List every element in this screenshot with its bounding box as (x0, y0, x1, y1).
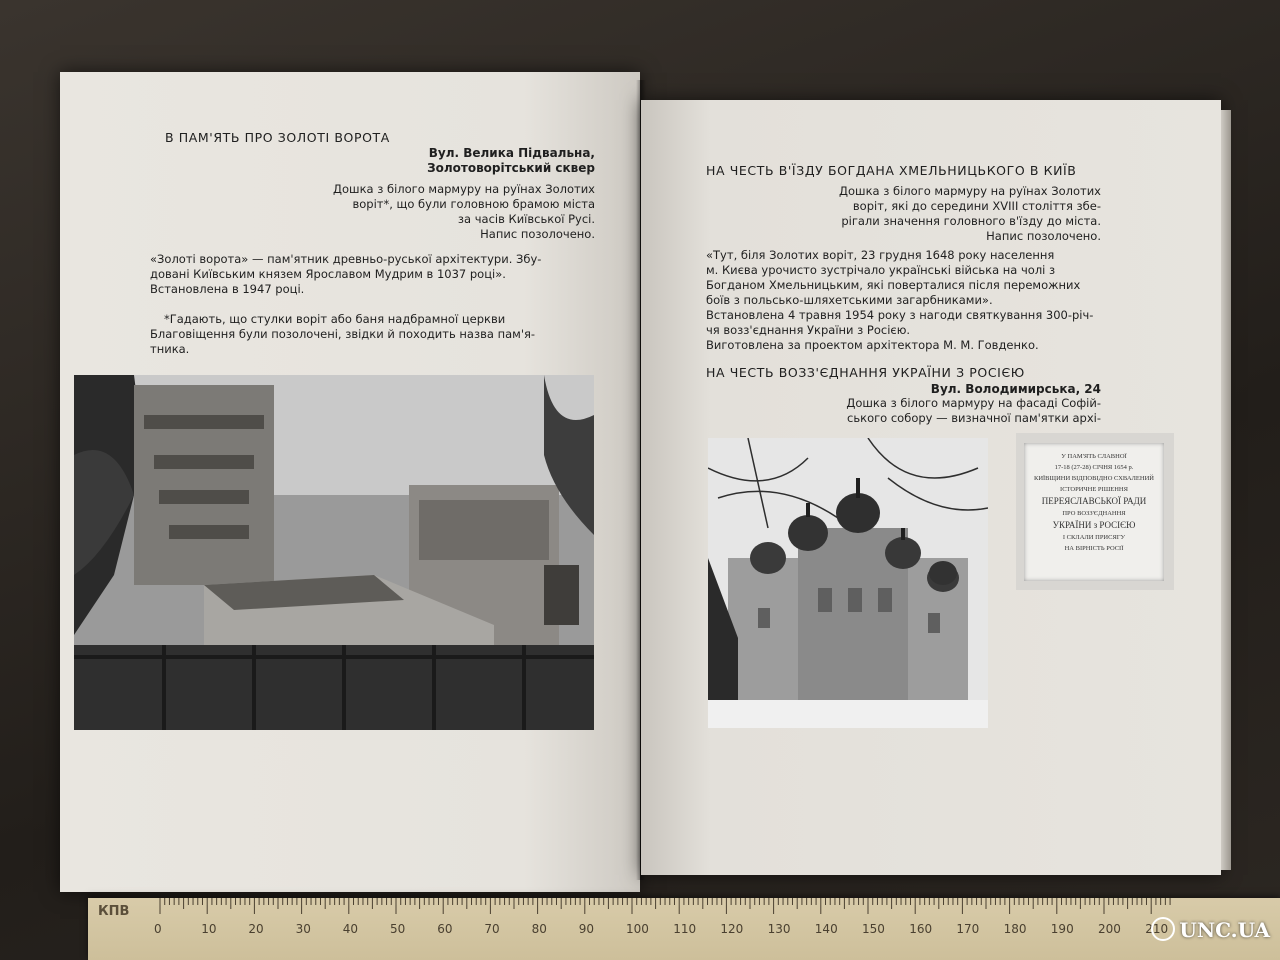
ruler-tick-label: 0 (154, 922, 162, 936)
right-inscription-1-line: Богданом Хмельницьким, які поверталися після переможних (706, 278, 1081, 292)
right-inscription-1 (706, 248, 1176, 353)
left-footnote-line: тника. (150, 342, 190, 356)
right-intro-2 (781, 396, 1101, 426)
ruler-tick-label: 120 (720, 922, 744, 936)
watermark-logo-icon (1151, 917, 1175, 941)
left-footnote-line: *Гадають, що стулки воріт або баня надбрамної церкви (164, 312, 506, 326)
left-footnote (150, 312, 600, 357)
ruler-tick-label: 100 (626, 922, 649, 936)
ruler-tick-label: 30 (295, 922, 311, 936)
right-intro-1-line: рігали значення головного в'їзду до міста. (841, 214, 1101, 228)
ruler-tick-label: 180 (1003, 922, 1027, 936)
right-intro-1-line: Дошка з білого мармуру на руїнах Золотих (839, 184, 1101, 198)
left-address (340, 146, 595, 176)
left-inscription-line: «Золоті ворота» — пам'ятник древньо-руської архітектури. Збу- (150, 252, 542, 266)
plaque-line: 17-18 (27-28) СІЧНЯ 1654 р. (1054, 464, 1134, 471)
ruler-tick-label: 190 (1050, 922, 1074, 936)
left-intro-line: воріт*, що були головною брамою міста (352, 197, 595, 211)
right-inscription-1-line: Виготовлена за проектом архітектора М. М. Говденко. (706, 338, 1039, 352)
plaque-line: ІСТОРИЧНЕ РІШЕННЯ (1060, 486, 1128, 493)
right-intro-1-line: воріт, які до середини XVIII століття збе- (852, 199, 1101, 213)
left-inscription-line: Встановлена в 1947 році. (150, 282, 305, 296)
ruler-tick-label: 200 (1098, 922, 1121, 936)
left-inscription-line: довані Київським князем Ярославом Мудрим в 1037 році». (150, 267, 506, 281)
plaque-line: У ПАМ'ЯТЬ СЛАВНОЇ (1061, 453, 1127, 460)
plaque-line: УКРАЇНИ з РОСІЄЮ (1052, 520, 1136, 530)
plaque-line: НА ВІРНІСТЬ РОСІЇ (1064, 545, 1124, 552)
ruler-tick-label: 70 (484, 922, 500, 936)
ruler-tick-label: 150 (862, 922, 885, 936)
left-address-line: Золотоворітський сквер (427, 161, 595, 175)
right-inscription-1-line: «Тут, біля Золотих воріт, 23 грудня 1648 року населення (706, 248, 1055, 262)
plaque-line: ПЕРЕЯСЛАВСЬКОЇ РАДИ (1041, 496, 1147, 506)
plaque-line: І СКЛАЛИ ПРИСЯГУ (1062, 534, 1126, 541)
right-inscription-1-line: чя возз'єднання України з Росією. (706, 323, 911, 337)
watermark-text: UNC.UA (1179, 918, 1270, 942)
right-inscription-1-line: Встановлена 4 травня 1954 року з нагоди святкування 300-річ- (706, 308, 1094, 322)
left-heading: В ПАМ'ЯТЬ ПРО ЗОЛОТІ ВОРОТА (165, 130, 390, 145)
ruler-tick-label: 160 (909, 922, 933, 936)
right-heading-2: НА ЧЕСТЬ ВОЗЗ'ЄДНАННЯ УКРАЇНИ З РОСІЄЮ (706, 365, 1025, 380)
plaque-photo (1016, 433, 1174, 590)
watermark (1151, 917, 1270, 942)
left-intro (285, 182, 595, 242)
marble-plaque (1024, 443, 1164, 581)
right-page (641, 100, 1221, 875)
left-address-line: Вул. Велика Підвальна, (428, 146, 595, 160)
ruler-tick-label: 50 (390, 922, 406, 936)
right-intro-2-line: Дошка з білого мармуру на фасаді Софій- (846, 396, 1101, 410)
right-intro-1-line: Напис позолочено. (986, 229, 1101, 243)
ruler-tick-label: 80 (531, 922, 547, 936)
ruler-tick-label: 130 (767, 922, 791, 936)
right-intro-2-line: ського собору — визначної пам'ятки архі- (847, 411, 1101, 425)
ruler-tick-label: 10 (201, 922, 217, 936)
wooden-ruler (88, 898, 1280, 960)
right-intro-1 (801, 184, 1101, 244)
ruler-tick-label: 170 (956, 922, 980, 936)
plaque-line: КИЇВЩИНИ ВІДПОВІДНО СХВАЛЕНИЙ (1033, 475, 1154, 482)
page-stack-edge (1221, 110, 1231, 870)
ruler-tick-label: 210 (1145, 922, 1169, 936)
ruler-tick-label: 60 (437, 922, 453, 936)
left-inscription (150, 252, 600, 297)
ruler-brand: КПВ (98, 904, 130, 919)
right-address-2: Вул. Володимирська, 24 (930, 382, 1101, 396)
plaque-line: ПРО ВОЗЗ'ЄДНАННЯ (1062, 510, 1126, 517)
ruler-tick-label: 110 (673, 922, 697, 936)
right-inscription-1-line: м. Києва урочисто зустрічало українські війська на чолі з (706, 263, 1056, 277)
left-intro-line: Дошка з білого мармуру на руїнах Золотих (333, 182, 595, 196)
left-footnote-line: Благовіщення були позолочені, звідки й походить назва пам'я- (150, 327, 536, 341)
right-heading-1: НА ЧЕСТЬ В'ЇЗДУ БОГДАНА ХМЕЛЬНИЦЬКОГО В КИЇВ (706, 163, 1077, 178)
ruler-tick-label: 90 (578, 922, 595, 936)
golden-gate-photo (74, 375, 594, 730)
ruler-tick-label: 20 (248, 922, 264, 936)
left-page (60, 72, 640, 892)
ruler-tick-label: 140 (814, 922, 838, 936)
left-intro-line: Напис позолочено. (480, 227, 595, 241)
right-inscription-1-line: боїв з польсько-шляхетськими загарбниками». (706, 293, 993, 307)
left-intro-line: за часів Київської Русі. (457, 212, 595, 226)
sophia-cathedral-photo (708, 438, 988, 728)
ruler-tick-label: 40 (342, 922, 359, 936)
